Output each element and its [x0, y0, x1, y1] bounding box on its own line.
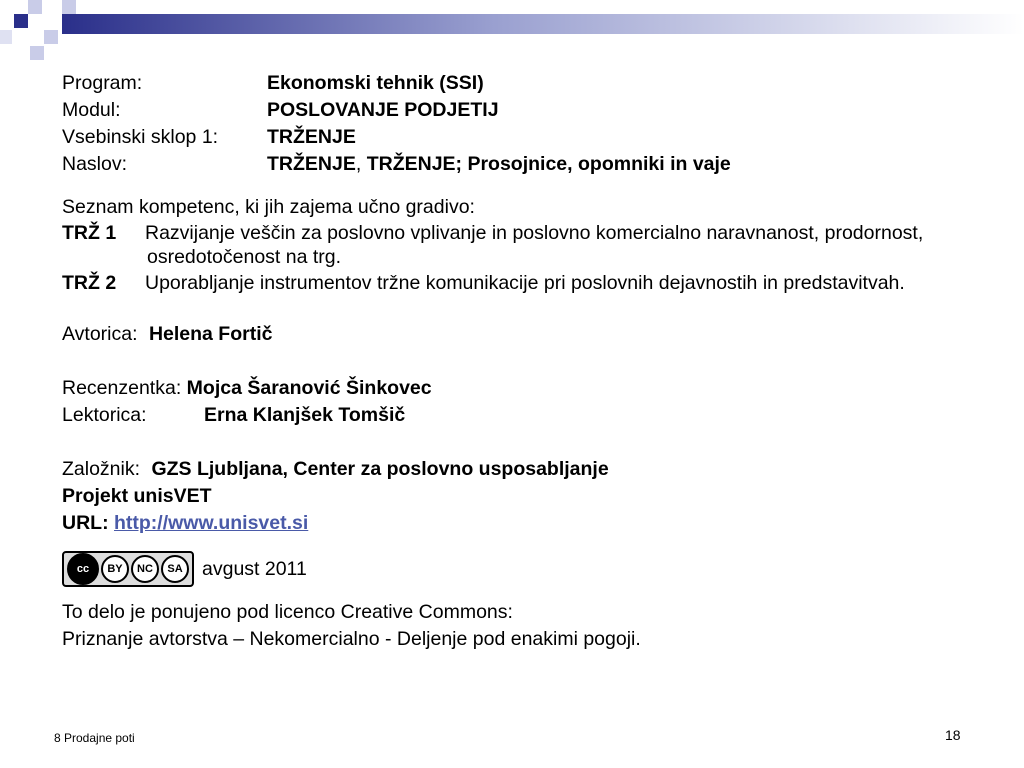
- project-name: Projekt unisVET: [62, 485, 212, 507]
- author-row: [62, 321, 1002, 348]
- license-row: [62, 551, 1002, 587]
- page-number: 18: [945, 727, 961, 743]
- program-label: Program:: [62, 72, 143, 94]
- header-decoration: [0, 0, 1024, 70]
- cc-license-badge: [62, 551, 194, 587]
- cc-icon: cc: [67, 553, 99, 585]
- naslov-value-a: TRŽENJE: [267, 153, 356, 175]
- program-value: Ekonomski tehnik (SSI): [267, 72, 484, 94]
- license-date: avgust 2011: [202, 557, 307, 580]
- nc-icon: NC: [131, 555, 159, 583]
- author-label: Avtorica:: [62, 323, 138, 345]
- competence-item: [62, 271, 1002, 295]
- editor-label: Lektorica:: [62, 404, 147, 426]
- naslov-row: [62, 151, 1002, 178]
- author-name: Helena Fortič: [148, 323, 273, 345]
- competence-text: Razvijanje veščin za poslovno vplivanje in poslovno komercialno naravnanost, prodornost, osredotočenost na trg.: [145, 222, 924, 268]
- by-icon: BY: [101, 555, 129, 583]
- naslov-value-b: TRŽENJE; Prosojnice, opomniki in vaje: [361, 153, 731, 175]
- url-label: URL:: [62, 512, 109, 534]
- editor-row: [62, 402, 1002, 429]
- url-row: [62, 510, 1002, 537]
- modul-row: [62, 97, 1002, 124]
- competences-intro: Seznam kompetenc, ki jih zajema učno gradivo:: [62, 196, 475, 218]
- footer-title: 8 Prodajne poti: [54, 731, 135, 745]
- naslov-label: Naslov:: [62, 153, 128, 175]
- reviewer-name: Mojca Šaranović Šinkovec: [186, 377, 432, 399]
- publisher-row: [62, 456, 1002, 483]
- competence-item: [62, 221, 1002, 269]
- license-line-2: Priznanje avtorstva – Nekomercialno - Deljenje pod enakimi pogoji.: [62, 628, 641, 650]
- sklop-value: TRŽENJE: [267, 126, 356, 148]
- editor-name: Erna Klanjšek Tomšič: [204, 404, 406, 426]
- slide-content: [62, 70, 1002, 653]
- publisher-name: GZS Ljubljana, Center za poslovno usposabljanje: [151, 458, 609, 480]
- modul-label: Modul:: [62, 99, 121, 121]
- sklop-label: Vsebinski sklop 1:: [62, 126, 219, 148]
- modul-value: POSLOVANJE PODJETIJ: [267, 99, 499, 121]
- naslov-sep: ,: [355, 153, 362, 175]
- url-link[interactable]: http://www.unisvet.si: [114, 512, 309, 534]
- reviewer-label: Recenzentka:: [62, 377, 182, 399]
- program-row: [62, 70, 1002, 97]
- competence-text: Uporabljanje instrumentov tržne komunikacije pri poslovnih dejavnostih in predstavitvah.: [145, 272, 905, 294]
- reviewer-row: [62, 375, 1002, 402]
- competence-code: TRŽ 1: [62, 222, 117, 244]
- publisher-label: Založnik:: [62, 458, 141, 480]
- sklop-row: [62, 124, 1002, 151]
- license-line-1: To delo je ponujeno pod licenco Creative Commons:: [62, 601, 513, 623]
- sa-icon: SA: [161, 555, 189, 583]
- competence-code: TRŽ 2: [62, 272, 117, 294]
